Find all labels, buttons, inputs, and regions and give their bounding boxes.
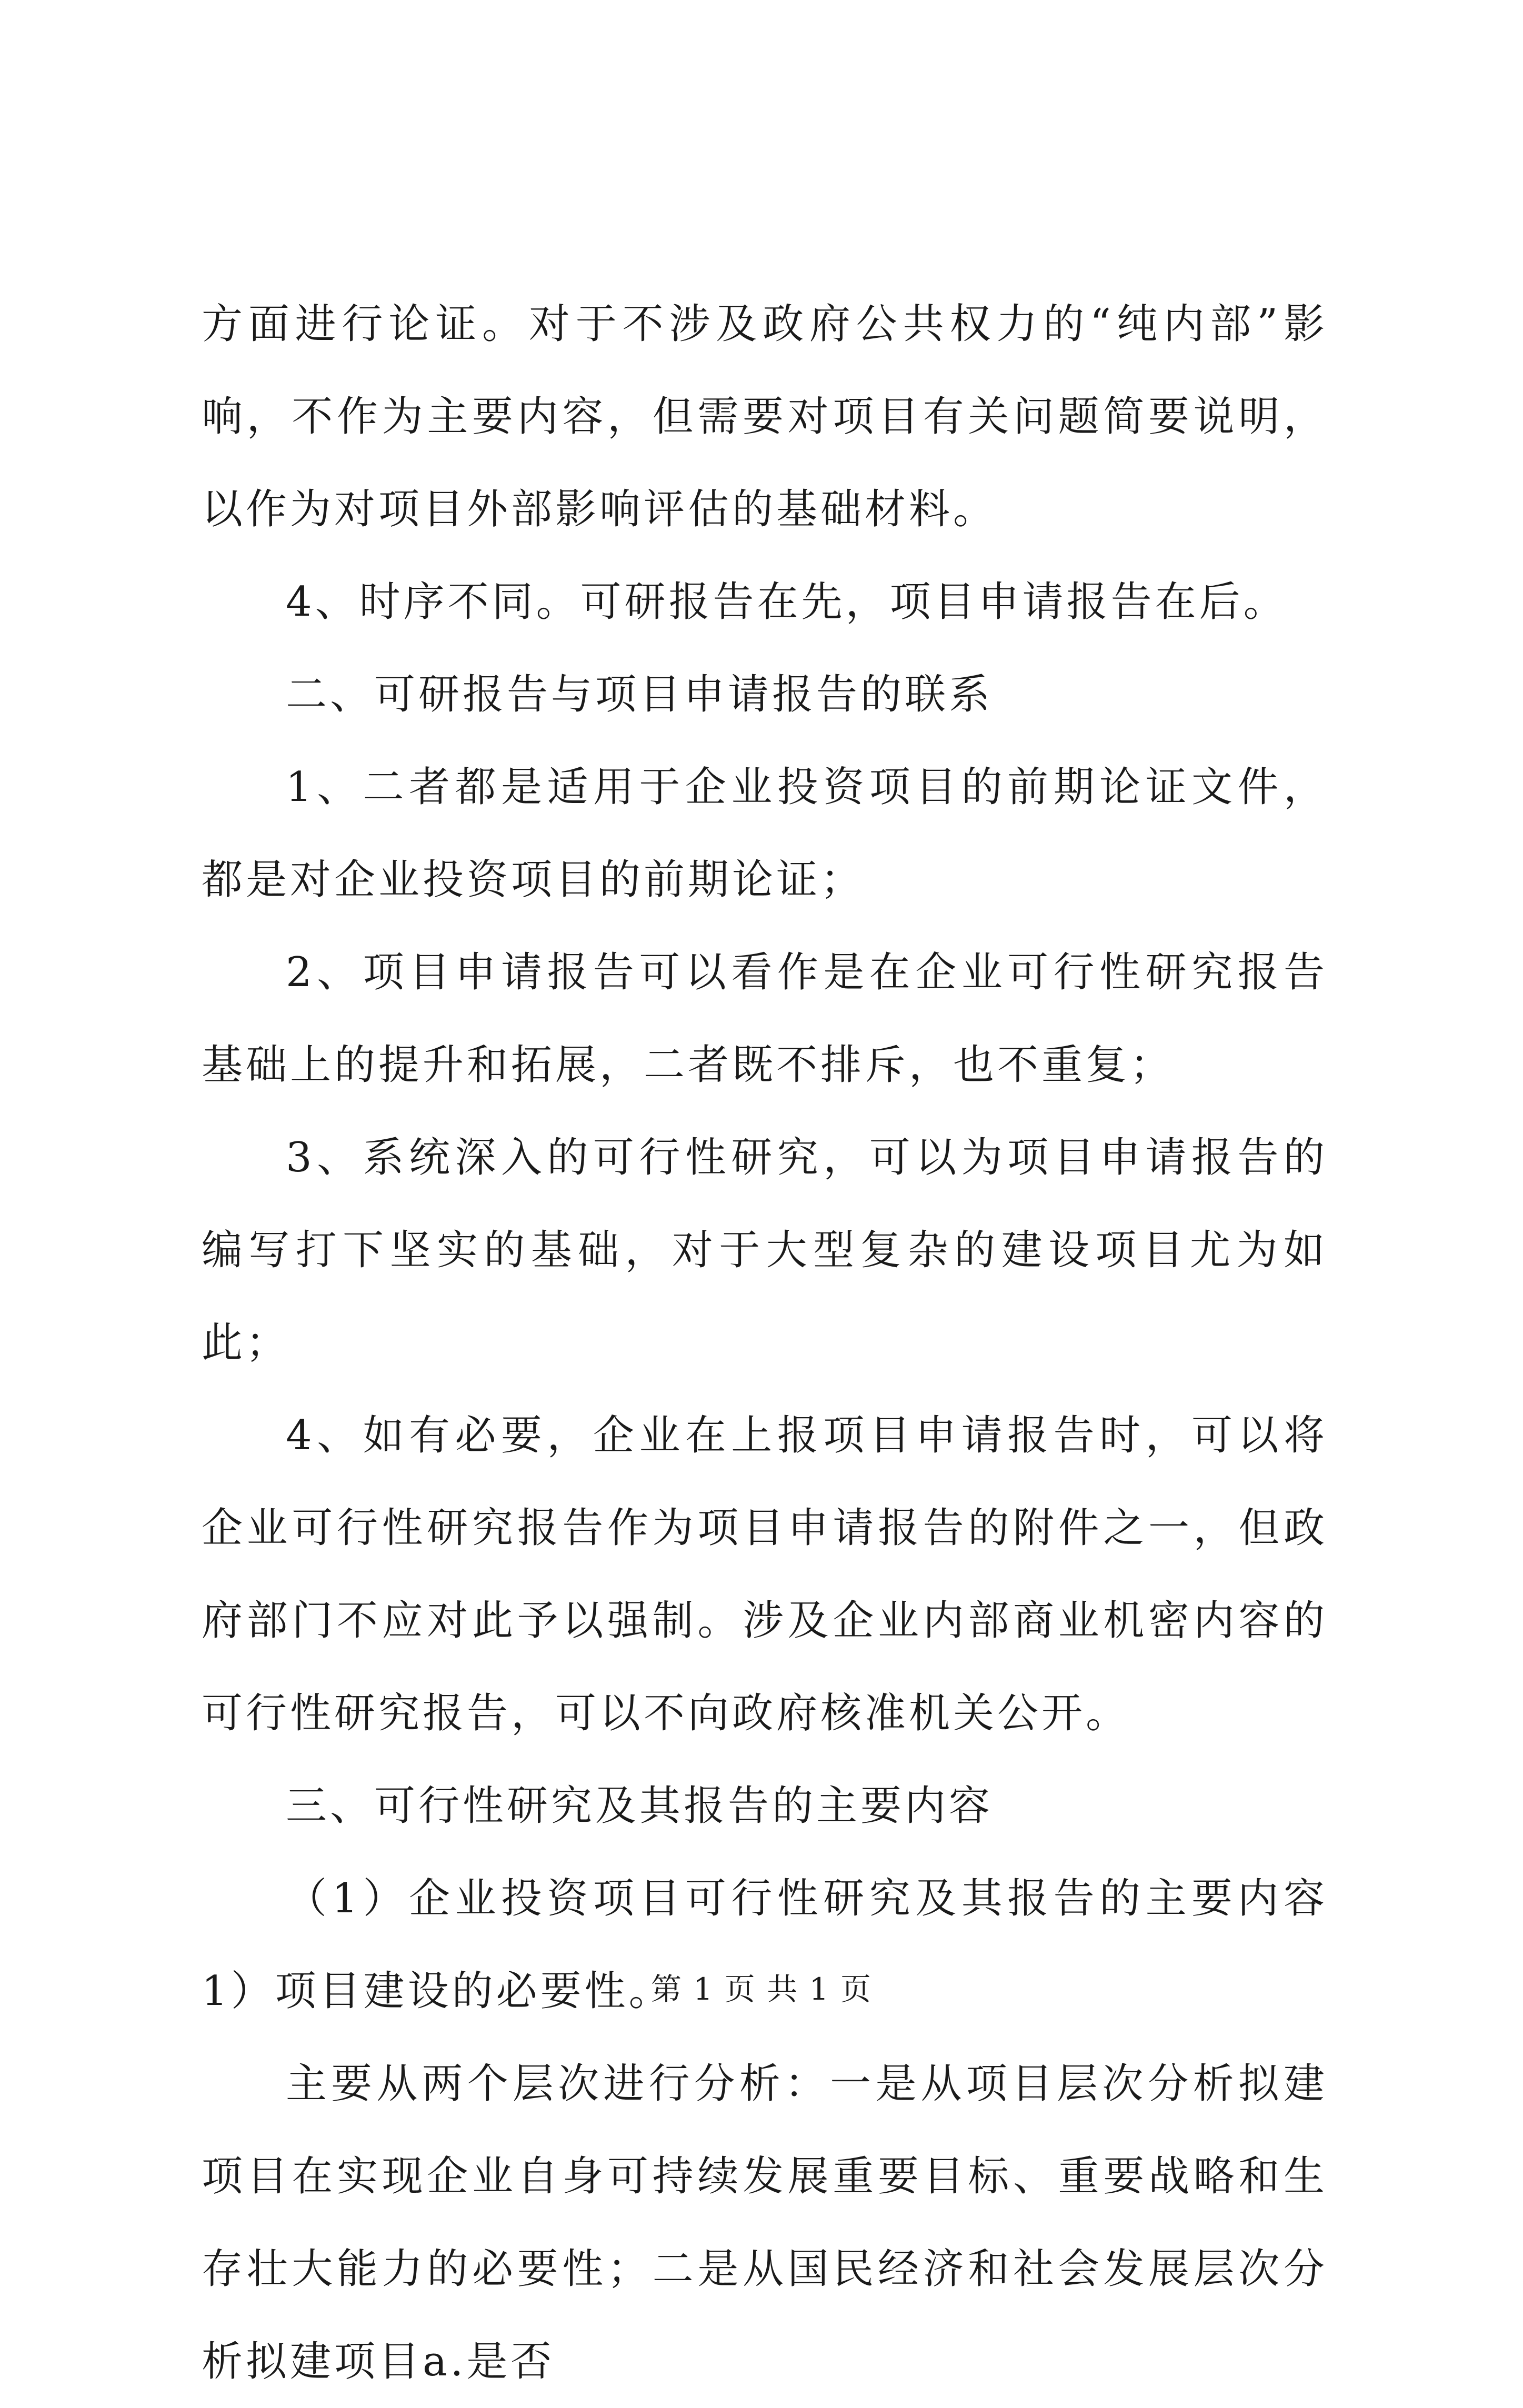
paragraph-contents-1: （1）企业投资项目可行性研究及其报告的主要内容1）项目建设的必要性。 xyxy=(202,1875,1328,2015)
section-heading-relation: 二、可研报告与项目申请报告的联系 xyxy=(286,671,994,718)
paragraph-relation-4: 4、如有必要，企业在上报项目申请报告时，可以将企业可行性研究报告作为项目申请报告的附件之一，但政府部门不应对此予以强制。涉及企业内部商业机密内容的可行性研究报告，可以不向政府核准机关公开。 xyxy=(202,1412,1328,1737)
paragraph-relation-1: 1、二者都是适用于企业投资项目的前期论证文件，都是对企业投资项目的前期论证； xyxy=(202,764,1328,904)
section-heading-contents: 三、可行性研究及其报告的主要内容 xyxy=(286,1782,994,1830)
paragraph-relation-2: 2、项目申请报告可以看作是在企业可行性研究报告基础上的提升和拓展，二者既不排斥，也不重复； xyxy=(202,949,1328,1089)
document-body xyxy=(202,278,1328,2408)
paragraph-continuation: 方面进行论证。对于不涉及政府公共权力的“纯内部”影响，不作为主要内容，但需要对项目有关问题简要说明，以作为对项目外部影响评估的基础材料。 xyxy=(202,300,1328,533)
paragraph-necessity-analysis: 主要从两个层次进行分析：一是从项目层次分析拟建项目在实现企业自身可持续发展重要目标、重要战略和生存壮大能力的必要性；二是从国民经济和社会发展层次分析拟建项目a.是否 xyxy=(202,2060,1328,2385)
paragraph-relation-3: 3、系统深入的可行性研究，可以为项目申请报告的编写打下坚实的基础，对于大型复杂的建设项目尤为如此； xyxy=(202,1134,1328,1367)
paragraph-timing: 4、时序不同。可研报告在先，项目申请报告在后。 xyxy=(286,578,1288,626)
page-footer: 第 1 页 共 1 页 xyxy=(651,1971,872,2007)
